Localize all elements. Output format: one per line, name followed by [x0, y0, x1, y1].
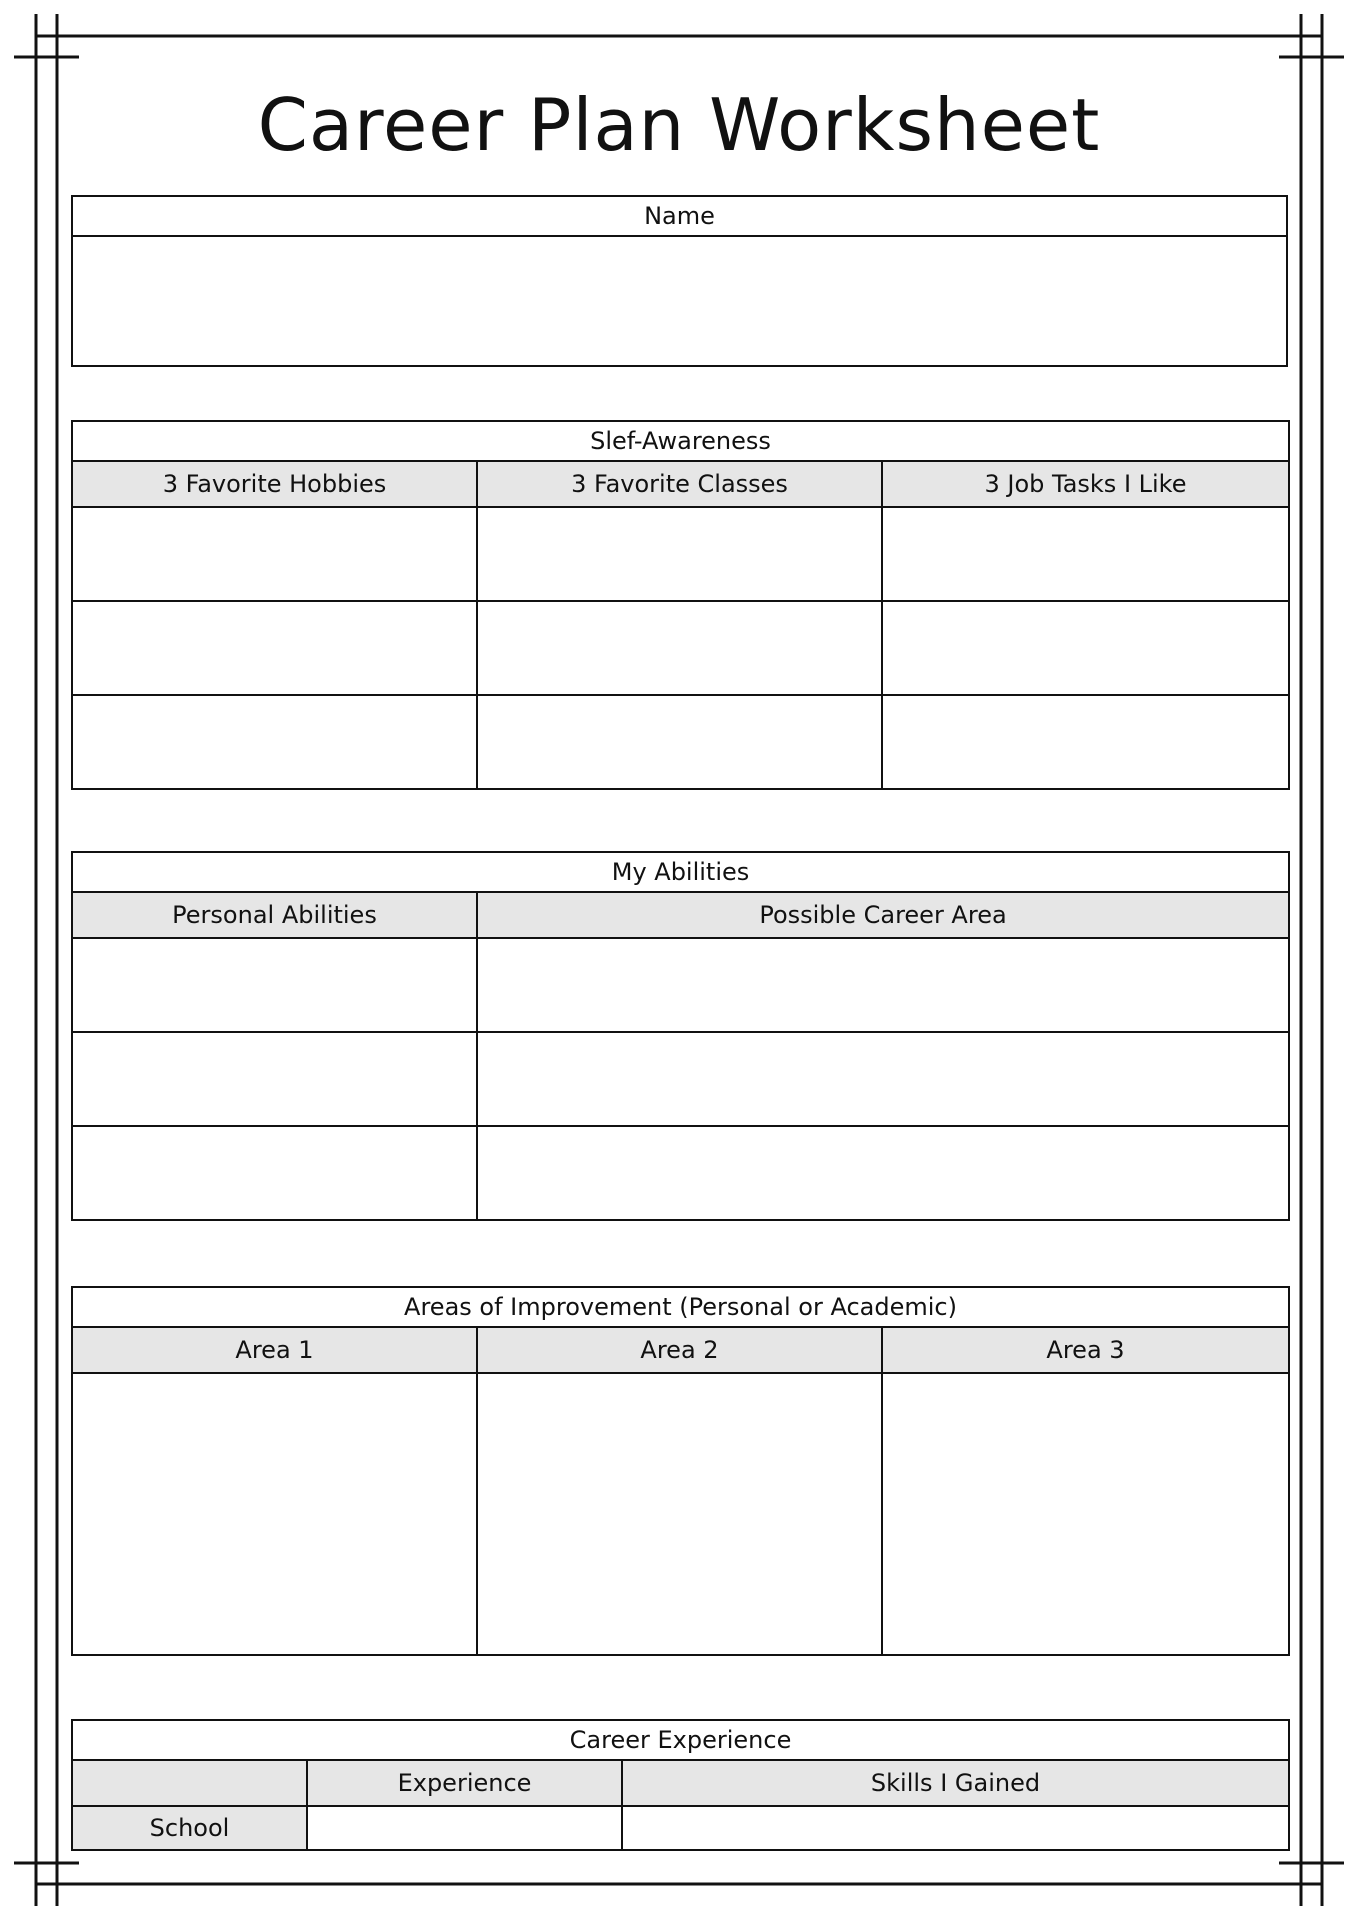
job-task-cell[interactable] [882, 507, 1289, 601]
area-3-cell[interactable] [882, 1373, 1289, 1655]
row-label-school: School [72, 1806, 307, 1850]
career-area-cell[interactable] [477, 1126, 1289, 1220]
improvement-caption: Areas of Improvement (Personal or Academic) [72, 1287, 1289, 1327]
abilities-caption: My Abilities [72, 852, 1289, 892]
self-awareness-table [71, 420, 1290, 790]
name-label: Name [72, 196, 1287, 236]
ability-cell[interactable] [72, 1126, 477, 1220]
abilities-table [71, 851, 1290, 1221]
class-cell[interactable] [477, 507, 882, 601]
column-header-area-2: Area 2 [477, 1327, 882, 1373]
column-header-hobbies: 3 Favorite Hobbies [72, 461, 477, 507]
column-header-skills: Skills I Gained [622, 1760, 1289, 1806]
column-header-classes: 3 Favorite Classes [477, 461, 882, 507]
column-header-job-tasks: 3 Job Tasks I Like [882, 461, 1289, 507]
job-task-cell[interactable] [882, 601, 1289, 695]
page-title: Career Plan Worksheet [257, 83, 1101, 167]
hobby-cell[interactable] [72, 695, 477, 789]
area-1-cell[interactable] [72, 1373, 477, 1655]
job-task-cell[interactable] [882, 695, 1289, 789]
column-header-personal-abilities: Personal Abilities [72, 892, 477, 938]
ability-cell[interactable] [72, 938, 477, 1032]
column-header-area-1: Area 1 [72, 1327, 477, 1373]
self-awareness-caption: Slef-Awareness [72, 421, 1289, 461]
career-area-cell[interactable] [477, 1032, 1289, 1126]
name-table [71, 195, 1288, 367]
class-cell[interactable] [477, 695, 882, 789]
improvement-table [71, 1286, 1290, 1656]
hobby-cell[interactable] [72, 601, 477, 695]
career-area-cell[interactable] [477, 938, 1289, 1032]
ability-cell[interactable] [72, 1032, 477, 1126]
column-header-blank [72, 1760, 307, 1806]
school-experience-cell[interactable] [307, 1806, 622, 1850]
class-cell[interactable] [477, 601, 882, 695]
hobby-cell[interactable] [72, 507, 477, 601]
column-header-experience: Experience [307, 1760, 622, 1806]
experience-caption: Career Experience [72, 1720, 1289, 1760]
area-2-cell[interactable] [477, 1373, 882, 1655]
column-header-career-area: Possible Career Area [477, 892, 1289, 938]
experience-table [71, 1719, 1290, 1851]
column-header-area-3: Area 3 [882, 1327, 1289, 1373]
school-skills-cell[interactable] [622, 1806, 1289, 1850]
name-field[interactable] [72, 236, 1287, 366]
